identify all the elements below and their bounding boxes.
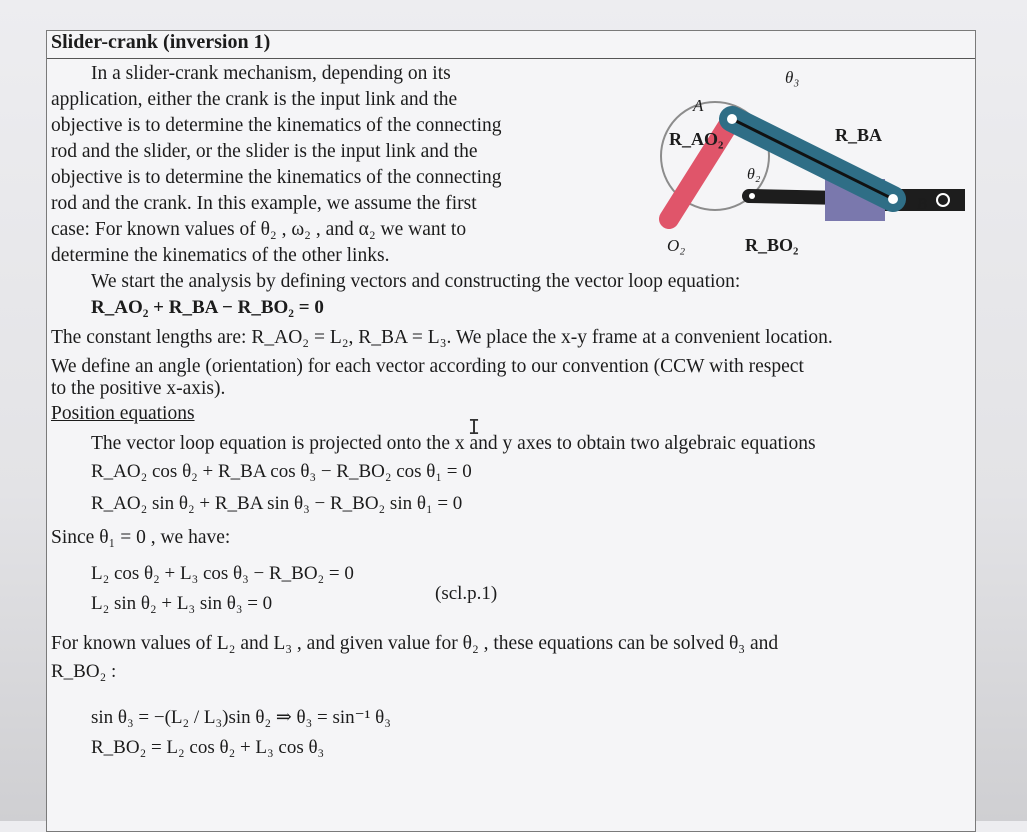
intro-line-5: objective is to determine the kinematics of the connecting	[51, 167, 502, 188]
equation-x: R_AO₂ cos θ₂ + R_BA cos θ₃ − R_BO₂ cos θ₁ = 0	[91, 461, 472, 482]
intro-line-1: In a slider-crank mechanism, depending on its	[91, 63, 451, 84]
equation-l-y: L₂ sin θ₂ + L₃ sin θ₃ = 0	[91, 593, 273, 614]
slider-crank-diagram	[617, 61, 977, 271]
vector-loop-equation: R_AO₂ + R_BA − R_BO₂ = 0	[91, 297, 324, 318]
label-b: B	[917, 196, 927, 213]
equation-l-x: L₂ cos θ₂ + L₃ cos θ₃ − R_BO₂ = 0	[91, 563, 354, 584]
intro-line-2: application, either the crank is the input link and the	[51, 89, 458, 110]
intro-line-8: determine the kinematics of the other links.	[51, 245, 390, 266]
label-o2: O₂	[667, 236, 686, 255]
label-r-ao2: R_AO₂	[669, 129, 724, 149]
projection-text: The vector loop equation is projected onto the x and y axes to obtain two algebraic equations	[91, 433, 816, 454]
label-a: A	[693, 96, 704, 115]
known-values-text: For known values of L₂ and L₃ , and given value for θ₂ , these equations can be solved θ₃ and	[51, 633, 779, 654]
text-cursor-icon: I	[468, 415, 481, 439]
equation-y: R_AO₂ sin θ₂ + R_BA sin θ₃ − R_BO₂ sin θ₁ = 0	[91, 493, 463, 514]
position-heading: Position equations	[51, 403, 195, 424]
label-r-ba: R_BA	[835, 125, 883, 145]
angle-definition-2: to the positive x-axis).	[51, 378, 226, 399]
intro-line-6: rod and the crank. In this example, we assume the first	[51, 193, 477, 214]
vector-intro: We start the analysis by defining vectors and constructing the vector loop equation:	[91, 271, 741, 292]
intro-line-4: rod and the slider, or the slider is the input link and the	[51, 141, 478, 162]
label-theta3: θ₃	[785, 68, 800, 87]
since-text: Since θ₁ = 0 , we have:	[51, 527, 231, 548]
solution-theta3: sin θ₃ = −(L₂ / L₃)sin θ₂ ⇒ θ₃ = sin⁻¹ θ₃	[91, 707, 391, 728]
solution-r-bo2: R_BO₂ = L₂ cos θ₂ + L₃ cos θ₃	[91, 737, 325, 758]
joint-b	[888, 194, 898, 204]
angle-definition-1: We define an angle (orientation) for each vector according to our convention (CCW with respect	[51, 356, 804, 377]
constant-lengths: The constant lengths are: R_AO₂ = L₂, R_BA = L₃. We place the x-y frame at a convenient location.	[51, 327, 833, 348]
label-r-bo2: R_BO₂	[745, 235, 799, 255]
joint-a	[727, 114, 737, 124]
label-theta2: θ₂	[747, 166, 761, 183]
page-title: Slider-crank (inversion 1)	[51, 31, 271, 53]
known-values-text-2: R_BO₂ :	[51, 661, 117, 682]
equation-reference: (scl.p.1)	[435, 583, 498, 604]
intro-line-7: case: For known values of θ₂ , ω₂ , and α₂ we want to	[51, 219, 467, 240]
intro-line-3: objective is to determine the kinematics of the connecting	[51, 115, 502, 136]
title-row	[47, 31, 975, 59]
ground-pin	[749, 193, 755, 199]
document-page	[46, 30, 976, 832]
